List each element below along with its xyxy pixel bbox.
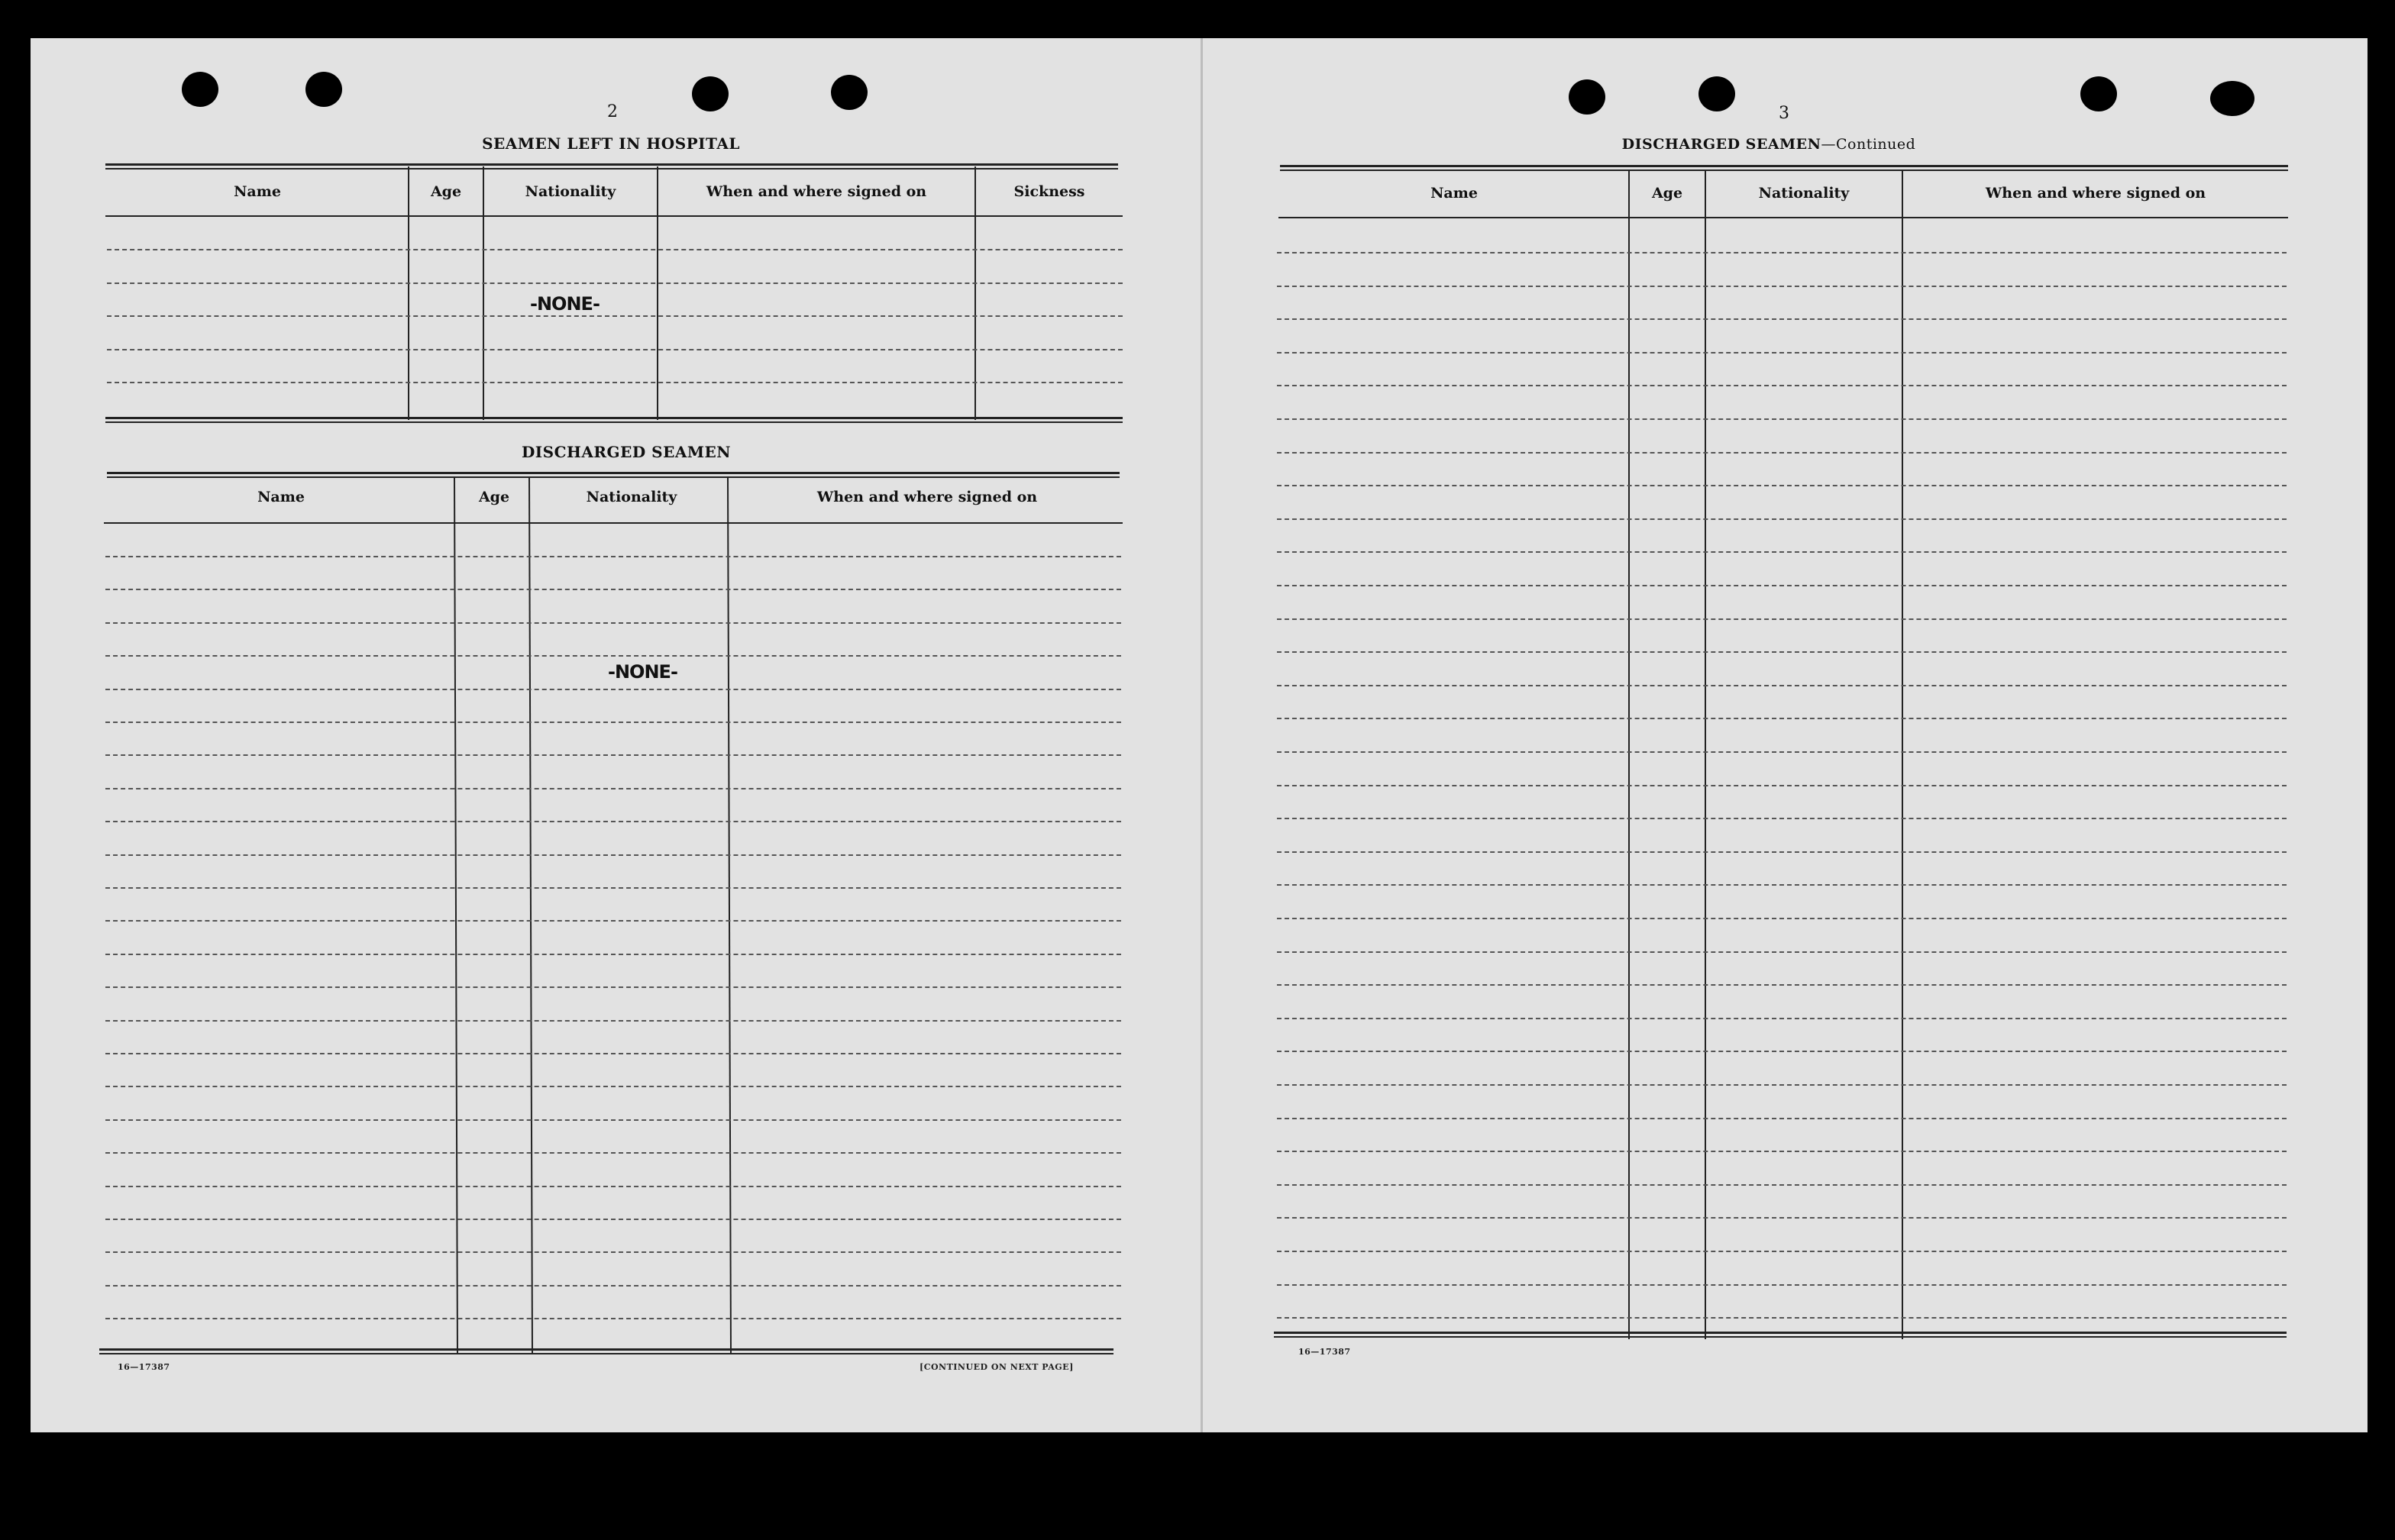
punch-hole xyxy=(831,75,868,110)
ruled-line xyxy=(105,754,1121,756)
discharged-col-nationality: Nationality xyxy=(586,489,677,505)
page-fold xyxy=(1201,38,1203,1432)
ruled-line xyxy=(1277,951,2287,953)
ruled-line xyxy=(1277,252,2287,253)
left-form-number: 16—17387 xyxy=(118,1362,170,1372)
hospital-col-sickness: Sickness xyxy=(1013,183,1085,200)
discharged-col-name: Name xyxy=(257,489,305,505)
ruled-line xyxy=(105,689,1121,690)
ruled-line xyxy=(105,655,1121,657)
hospital-section-title: SEAMEN LEFT IN HOSPITAL xyxy=(482,134,740,153)
ruled-line xyxy=(1277,1051,2287,1052)
ruled-line xyxy=(105,887,1121,889)
punch-hole xyxy=(1569,79,1605,115)
ruled-line xyxy=(105,986,1121,988)
ruled-line xyxy=(105,1186,1121,1187)
right-section-title xyxy=(1463,136,2074,153)
ruled-line xyxy=(1277,518,2287,520)
ruled-line xyxy=(107,349,1123,350)
punch-hole xyxy=(2210,81,2254,116)
ruled-line xyxy=(1277,851,2287,853)
ruled-line xyxy=(1277,618,2287,620)
ruled-line xyxy=(1277,751,2287,753)
ruled-line xyxy=(1277,1084,2287,1086)
ruled-line xyxy=(105,788,1121,789)
ruled-line xyxy=(1277,1018,2287,1019)
hospital-none-stamp: - NONE - xyxy=(530,293,600,315)
ruled-line xyxy=(1277,1251,2287,1252)
ruled-line xyxy=(107,315,1123,317)
hospital-header-rule xyxy=(105,215,1123,217)
punch-hole xyxy=(305,72,342,107)
right-title-main: DISCHARGED SEAMEN xyxy=(1621,136,1821,153)
ruled-line xyxy=(105,854,1121,856)
ruled-line xyxy=(105,1251,1121,1253)
hospital-col-age: Age xyxy=(430,183,462,200)
ruled-line xyxy=(105,622,1121,624)
ruled-line xyxy=(1277,984,2287,986)
right-page-number: 3 xyxy=(1779,104,1789,123)
ruled-line xyxy=(107,382,1123,383)
punch-hole xyxy=(182,72,218,107)
ruled-line xyxy=(105,556,1121,557)
right-form-number: 16—17387 xyxy=(1298,1347,1351,1357)
ruled-line xyxy=(107,249,1123,250)
ruled-line xyxy=(105,722,1121,723)
ruled-line xyxy=(1277,286,2287,287)
right-col-signed-on: When and where signed on xyxy=(1985,185,2206,202)
ruled-line xyxy=(1277,685,2287,686)
hospital-col-nationality: Nationality xyxy=(525,183,616,200)
ruled-line xyxy=(105,1119,1121,1121)
right-col-nationality: Nationality xyxy=(1758,185,1850,202)
discharged-col-signed-on: When and where signed on xyxy=(816,489,1038,505)
right-top-rule xyxy=(1280,165,2288,171)
ruled-line xyxy=(105,954,1121,955)
discharged-col-age: Age xyxy=(478,489,510,505)
ruled-line xyxy=(105,821,1121,822)
ruled-line xyxy=(1277,718,2287,719)
ruled-line xyxy=(105,1152,1121,1154)
ruled-line xyxy=(105,1318,1121,1319)
punch-hole xyxy=(2080,76,2117,111)
ruled-line xyxy=(1277,485,2287,486)
ruled-line xyxy=(1277,1118,2287,1119)
ruled-line xyxy=(1277,1284,2287,1286)
discharged-header-rule xyxy=(104,522,1123,524)
ruled-line xyxy=(1277,585,2287,586)
right-col-name: Name xyxy=(1430,185,1478,202)
ruled-line xyxy=(1277,352,2287,354)
right-title-continued: —Continued xyxy=(1821,136,1916,153)
ruled-line xyxy=(105,1086,1121,1087)
right-divider xyxy=(1705,171,1706,1339)
punch-hole xyxy=(1698,76,1735,111)
ruled-line xyxy=(1277,1317,2287,1319)
ruled-line xyxy=(105,589,1121,590)
discharged-none-stamp: - NONE - xyxy=(608,661,677,683)
right-col-age: Age xyxy=(1651,185,1683,202)
hospital-col-name: Name xyxy=(234,183,281,200)
hospital-top-rule xyxy=(105,163,1118,169)
ruled-line xyxy=(1277,818,2287,819)
ruled-line xyxy=(1277,318,2287,320)
hospital-bottom-rule xyxy=(105,417,1123,423)
ruled-line xyxy=(105,1020,1121,1022)
ruled-line xyxy=(105,1053,1121,1054)
ruled-line xyxy=(1277,418,2287,420)
ruled-line xyxy=(105,920,1121,922)
right-divider xyxy=(1902,171,1903,1339)
ruled-line xyxy=(1277,785,2287,786)
ruled-line xyxy=(1277,1217,2287,1219)
ruled-line xyxy=(1277,651,2287,653)
ruled-line xyxy=(1277,1151,2287,1152)
ruled-line xyxy=(105,1219,1121,1220)
ruled-line xyxy=(1277,884,2287,886)
ruled-line xyxy=(107,282,1123,284)
ruled-line xyxy=(1277,385,2287,386)
ruled-line xyxy=(1277,551,2287,553)
right-header-rule xyxy=(1278,217,2288,218)
ruled-line xyxy=(1277,452,2287,454)
ruled-line xyxy=(105,1285,1121,1287)
right-bottom-rule xyxy=(1274,1332,2287,1338)
discharged-section-title: DISCHARGED SEAMEN xyxy=(521,443,732,461)
hospital-col-signed-on: When and where signed on xyxy=(706,183,927,200)
discharged-top-rule xyxy=(107,472,1120,478)
ruled-line xyxy=(1277,918,2287,919)
left-page-number: 2 xyxy=(607,102,618,121)
document-paper xyxy=(31,38,2368,1432)
continued-note: [CONTINUED ON NEXT PAGE] xyxy=(920,1362,1074,1372)
discharged-bottom-rule xyxy=(99,1348,1113,1354)
ruled-line xyxy=(1277,1184,2287,1186)
right-divider xyxy=(1628,171,1630,1339)
punch-hole xyxy=(692,76,729,111)
